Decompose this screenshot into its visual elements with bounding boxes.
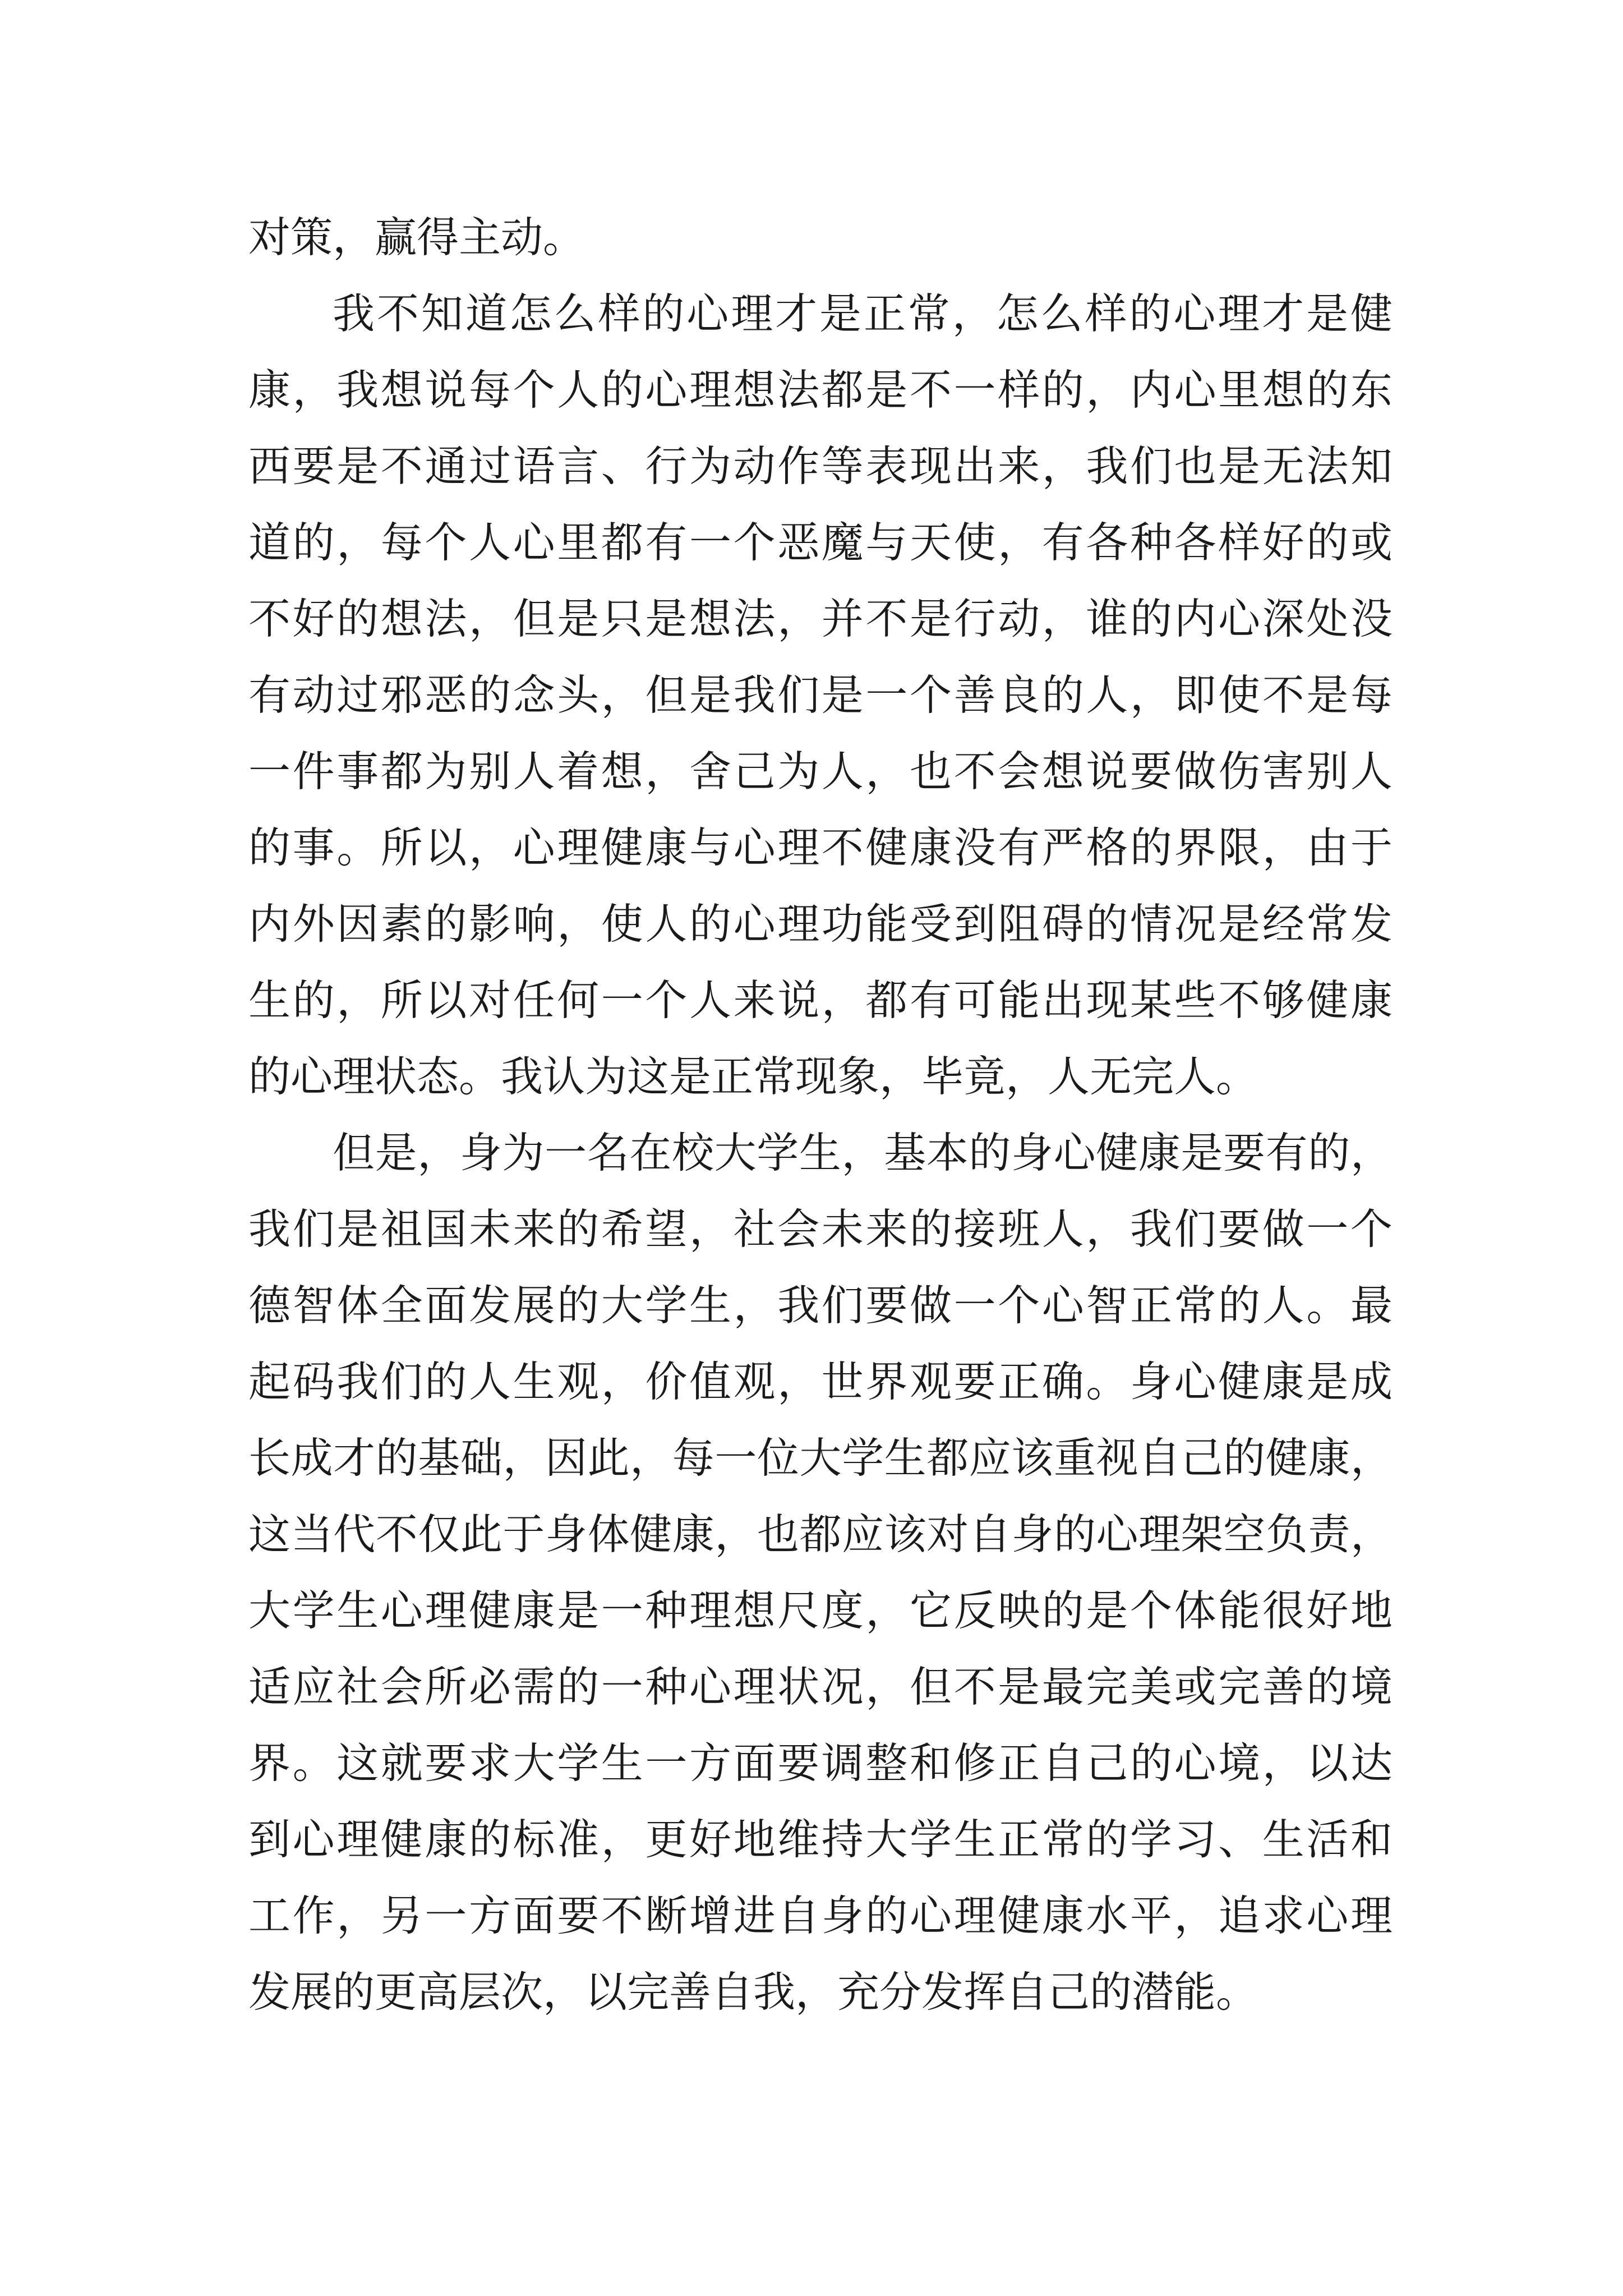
paragraph-2-line-11: 的心理状态。我认为这是正常现象，毕竟，人无完人。	[248, 1052, 1258, 1101]
paragraph-3-line-11: 工作，另一方面要不断增进自身的心理健康水平，追求心理	[248, 1891, 1393, 1940]
paragraph-3-line-12: 发展的更高层次，以完善自我，充分发挥自己的潜能。	[248, 1967, 1258, 2017]
paragraph-2-line-1: 我不知道怎么样的心理才是正常，怎么样的心理才是健	[333, 289, 1393, 338]
paragraph-3-line-4: 起码我们的人生观，价值观，世界观要正确。身心健康是成	[248, 1357, 1393, 1406]
paragraph-3-line-5: 长成才的基础，因此，每一位大学生都应该重视自己的健康，	[248, 1433, 1393, 1483]
paragraph-2-line-2: 康，我想说每个人的心理想法都是不一样的，内心里想的东	[248, 365, 1393, 415]
paragraph-2-line-7: 一件事都为别人着想，舍己为人，也不会想说要做伤害别人	[248, 747, 1393, 796]
paragraph-2-line-3: 西要是不通过语言、行为动作等表现出来，我们也是无法知	[248, 441, 1393, 491]
paragraph-3-line-6: 这当代不仅此于身体健康，也都应该对自身的心理架空负责，	[248, 1510, 1393, 1559]
paragraph-3-line-10: 到心理健康的标准，更好地维持大学生正常的学习、生活和	[248, 1815, 1393, 1864]
paragraph-3-line-7: 大学生心理健康是一种理想尺度，它反映的是个体能很好地	[248, 1586, 1393, 1635]
paragraph-3-line-9: 界。这就要求大学生一方面要调整和修正自己的心境，以达	[248, 1738, 1393, 1788]
paragraph-2-line-9: 内外因素的影响，使人的心理功能受到阻碍的情况是经常发	[248, 899, 1393, 949]
paragraph-2-line-5: 不好的想法，但是只是想法，并不是行动，谁的内心深处没	[248, 594, 1393, 643]
paragraph-3-line-8: 适应社会所必需的一种心理状况，但不是最完美或完善的境	[248, 1662, 1393, 1711]
paragraph-3-line-1: 但是，身为一名在校大学生，基本的身心健康是要有的，	[333, 1128, 1393, 1177]
document-body	[248, 199, 1393, 2030]
paragraph-2-line-10: 生的，所以对任何一个人来说，都有可能出现某些不够健康	[248, 976, 1393, 1025]
paragraph-3-line-3: 德智体全面发展的大学生，我们要做一个心智正常的人。最	[248, 1281, 1393, 1330]
paragraph-3-line-2: 我们是祖国未来的希望，社会未来的接班人，我们要做一个	[248, 1204, 1393, 1254]
paragraph-2-line-6: 有动过邪恶的念头，但是我们是一个善良的人，即使不是每	[248, 670, 1393, 720]
paragraph-2-line-4: 道的，每个人心里都有一个恶魔与天使，有各种各样好的或	[248, 518, 1393, 567]
paragraph-1-line-1: 对策，赢得主动。	[248, 213, 585, 262]
paragraph-2-line-8: 的事。所以，心理健康与心理不健康没有严格的界限，由于	[248, 823, 1393, 872]
